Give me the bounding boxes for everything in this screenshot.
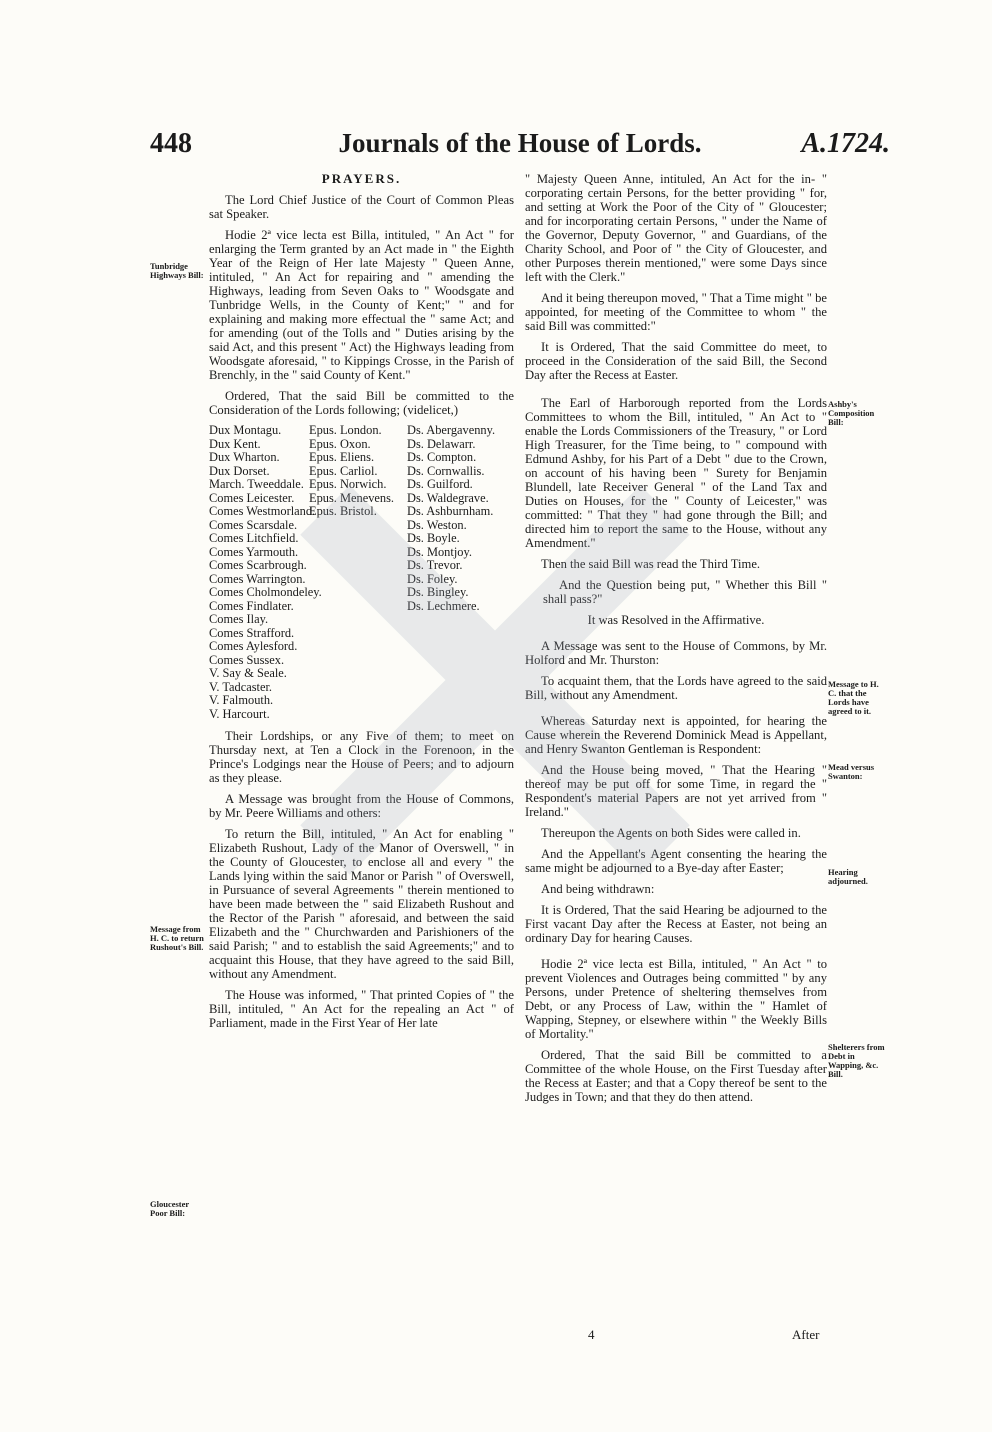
acquaint-paragraph: To acquaint them, that the Lords have agreed to the said Bill, without any Amendment. xyxy=(525,674,827,702)
margin-note-message-to: Message to H. C. that the Lords have agreed to it. xyxy=(828,679,879,716)
lord-name: Ds. Abergavenny. xyxy=(407,423,496,437)
margin-note-shelterers: Shelterers from Debt in Wapping, &c. Bill. xyxy=(828,1042,885,1079)
return-bill-paragraph: To return the Bill, intituled, " An Act for enabling " Elizabeth Rushout, Lady of the Manor of Overswell, " in the County of Gloucester, to enclose all and every " the Lands lying within the said Manor or Parish " of Overswell, in Pursuance of several Agreements " therein mentioned to have been made between the " said Elizabeth Rushout and the Rector of the Parish " aforesaid, and between the said Elizabeth and the " Churchwarden and Parishioners of the said Parish; " and to establish the said Agreements;" and to acquaint this House, that they have agreed to the said Bill, without any Amendment. xyxy=(209,827,514,981)
left-column xyxy=(209,172,514,1037)
resolved-line: It was Resolved in the Affirmative. xyxy=(587,613,765,627)
lord-name: V. Say & Seale. xyxy=(209,666,287,680)
lord-name: March. Tweeddale. xyxy=(209,477,304,491)
lord-name: V. Falmouth. xyxy=(209,693,274,707)
whereas-paragraph: Whereas Saturday next is appointed, for hearing the Cause wherein the Reverend Dominick Mead is Appellant, and Henry Swanton Gentleman is Respondent: xyxy=(525,714,827,756)
signature-mark: 4 xyxy=(588,1327,595,1342)
lord-name: Comes Yarmouth. xyxy=(209,544,299,559)
lord-name: Epus. Norwich. xyxy=(309,477,387,491)
lord-name: Dux Wharton. xyxy=(209,450,280,464)
harborough-report-paragraph: The Earl of Harborough reported from the Lords Committees to whom the Bill, intituled, " An Act to " enable the Lords Commissioners of the Treasury, " or Lord High Treasurer, for the Time being, to " compound with Edmund Ashby, for his Part of a Debt " due to the Crown, on account of his having been " Surety for Benjamin Blundell, late Receiver General " of the Land Tax and Duties on Houses, for the " County of Leicester," was committed: " That they " had gone through the Bill; and directed him to report the same to the House, without any Amendment." xyxy=(525,396,827,550)
lord-name: Dux Montagu. xyxy=(209,423,282,437)
lords-column-barons xyxy=(407,424,514,721)
lord-name: Comes Scarsdale. xyxy=(209,517,298,532)
lord-name: V. Harcourt. xyxy=(209,706,270,721)
lord-name: Ds. Guilford. xyxy=(407,477,473,491)
ordered-committed-paragraph: Ordered, That the said Bill be committed to the Consideration of the Lords following; (videlicet,) xyxy=(209,389,514,417)
house-moved-paragraph: And the House being moved, " That the Hearing " thereof may be put off for some Time, in regard the " Respondent's material Papers are not yet arrived from " Ireland." xyxy=(525,763,827,819)
lord-name: Ds. Lechmere. xyxy=(407,598,480,613)
lord-name: Dux Dorset. xyxy=(209,463,270,478)
catchword: After xyxy=(792,1327,820,1342)
right-column xyxy=(525,172,827,1111)
lord-name: Comes Scarbrough. xyxy=(209,558,307,572)
lord-name: Comes Warrington. xyxy=(209,571,306,586)
speaker-line: The Lord Chief Justice of the Court of Common Pleas sat Speaker. xyxy=(209,193,514,221)
margin-note-mead: Mead versus Swanton: xyxy=(828,762,875,781)
lord-name: Comes Ilay. xyxy=(209,612,269,626)
question-line: And the Question being put, " Whether this Bill " shall pass?" xyxy=(543,578,827,606)
lord-name: Epus. Carliol. xyxy=(309,463,378,478)
lord-name: Comes Litchfield. xyxy=(209,531,299,545)
lords-column-dukes-earls xyxy=(209,423,322,721)
agents-line: Thereupon the Agents on both Sides were called in. xyxy=(541,826,801,840)
lord-name: Ds. Foley. xyxy=(407,571,458,586)
lord-name: Comes Strafford. xyxy=(209,625,295,640)
lord-name: Dux Kent. xyxy=(209,436,261,451)
ordered-hearing-paragraph: It is Ordered, That the said Hearing be adjourned to the First vacant Day after the Recess at Easter, not being an ordinary Day for hearing Causes. xyxy=(525,903,827,945)
tunbridge-bill-paragraph: Hodie 2ª vice lecta est Billa, intituled, " An Act " for enlarging the Term granted by an Act made in " the Eighth Year of the Reign of Her late Majesty " Queen Anne, intituled, " An Act for repairing and " amending the Highways, leading from Seven Oaks to " Woodsgate and Tunbridge Wells, in the County of Kent;" " and for explaining and making more effectual the " same Act; and for amending (out of the Tolls and " Duties arising by the said Act, and this present " Act) the Highways leading from Woodsgate aforesaid, " to Kippings Crosse, in the Parish of Brenchly, in the " said County of Kent." xyxy=(209,228,514,382)
message-brought-paragraph: A Message was brought from the House of Commons, by Mr. Peere Williams and others: xyxy=(209,792,514,820)
lords-list xyxy=(209,424,514,721)
lord-name: Comes Cholmondeley. xyxy=(209,585,322,599)
margin-note-tunbridge: Tunbridge Highways Bill: xyxy=(150,261,204,280)
lord-name: Ds. Delawarr. xyxy=(407,436,476,451)
violences-bill-paragraph: Hodie 2ª vice lecta est Billa, intituled, " An Act " to prevent Violences and Outrages being committed " by any Persons, under Pretence of sheltering themselves from Debt, or any Process of Law, within the " Hamlet of Wapping, Stepney, or elsewhere within " the Weekly Bills of Mortality." xyxy=(525,957,827,1041)
lord-name: Ds. Boyle. xyxy=(407,531,460,545)
margin-note-ashby: Ashby's Composition Bill: xyxy=(828,399,875,427)
lord-name: Epus. Oxon. xyxy=(309,436,371,451)
lord-name: Epus. Eliens. xyxy=(309,450,375,464)
lord-name: Ds. Trevor. xyxy=(407,558,463,572)
lords-column-bishops xyxy=(309,424,407,721)
lord-name: Ds. Bingley. xyxy=(407,585,469,599)
lord-name: Comes Aylesford. xyxy=(209,639,298,653)
running-title: Journals of the House of Lords. xyxy=(338,128,702,158)
lord-name: Comes Leicester. xyxy=(209,490,295,505)
ordered-meet-paragraph: It is Ordered, That the said Committee do meet, to proceed in the Consideration of the said Bill, the Second Day after the Recess at Easter. xyxy=(525,340,827,382)
lord-name: Comes Westmorland. xyxy=(209,504,316,518)
prayers-heading: PRAYERS. xyxy=(321,171,402,186)
lord-name: Ds. Cornwallis. xyxy=(407,463,485,478)
running-header xyxy=(150,128,890,168)
lord-name: Ds. Weston. xyxy=(407,517,467,532)
year: A.1724. xyxy=(801,128,890,159)
lord-name: Ds. Waldegrave. xyxy=(407,490,489,505)
lord-name: Ds. Montjoy. xyxy=(407,544,472,559)
appellant-paragraph: And the Appellant's Agent consenting the hearing the same might be adjourned to a Bye-day after Easter; xyxy=(525,847,827,875)
withdrawn-line: And being withdrawn: xyxy=(541,882,655,896)
lord-name: V. Tadcaster. xyxy=(209,679,273,694)
ordered-whole-house-paragraph: Ordered, That the said Bill be committed to a Committee of the whole House, on the First Tuesday after the Recess at Easter; and that a Copy thereof be sent to the Judges in Town; and that they do then attend. xyxy=(525,1048,827,1104)
lord-name: Epus. Bristol. xyxy=(309,504,377,518)
lord-name: Ds. Ashburnham. xyxy=(407,504,494,518)
message-sent-paragraph: A Message was sent to the House of Commons, by Mr. Holford and Mr. Thurston: xyxy=(525,639,827,667)
lordships-meet-paragraph: Their Lordships, or any Five of them; to meet on Thursday next, at Ten a Clock in the Forenoon, in the Prince's Lodgings near the House of Peers; and to adjourn as they please. xyxy=(209,729,514,785)
lord-name: Comes Findlater. xyxy=(209,598,294,613)
lord-name: Epus. Menevens. xyxy=(309,490,394,505)
lord-name: Comes Sussex. xyxy=(209,652,285,667)
third-time-line: Then the said Bill was read the Third Time. xyxy=(541,557,761,571)
continuation-paragraph: " Majesty Queen Anne, intituled, An Act for the in- " corporating certain Persons, for the better providing " for, and setting at Work the Poor of the City of " Gloucester; and for incorporating certain Persons, " under the Name of the Governor, Deputy Governor, " and Guardians, of the Charity School, and Poor of " the City of Gloucester, and other Purposes therein mentioned," were some Days since left with the Clerk." xyxy=(525,172,827,284)
house-informed-paragraph: The House was informed, " That printed Copies of " the Bill, intituled, " An Act for the repealing an Act " of Parliament, made in the First Year of Her late xyxy=(209,988,514,1030)
margin-note-message-from: Message from H. C. to return Rushout's Bill. xyxy=(150,924,204,952)
page-number: 448 xyxy=(150,128,192,159)
margin-note-hearing: Hearing adjourned. xyxy=(828,867,868,886)
lord-name: Ds. Compton. xyxy=(407,450,477,464)
moved-time-paragraph: And it being thereupon moved, " That a Time might " be appointed, for meeting of the Committee to whom " the said Bill was committed:" xyxy=(525,291,827,333)
lord-name: Epus. London. xyxy=(309,423,382,437)
margin-note-gloucester: Gloucester Poor Bill: xyxy=(150,1199,190,1218)
